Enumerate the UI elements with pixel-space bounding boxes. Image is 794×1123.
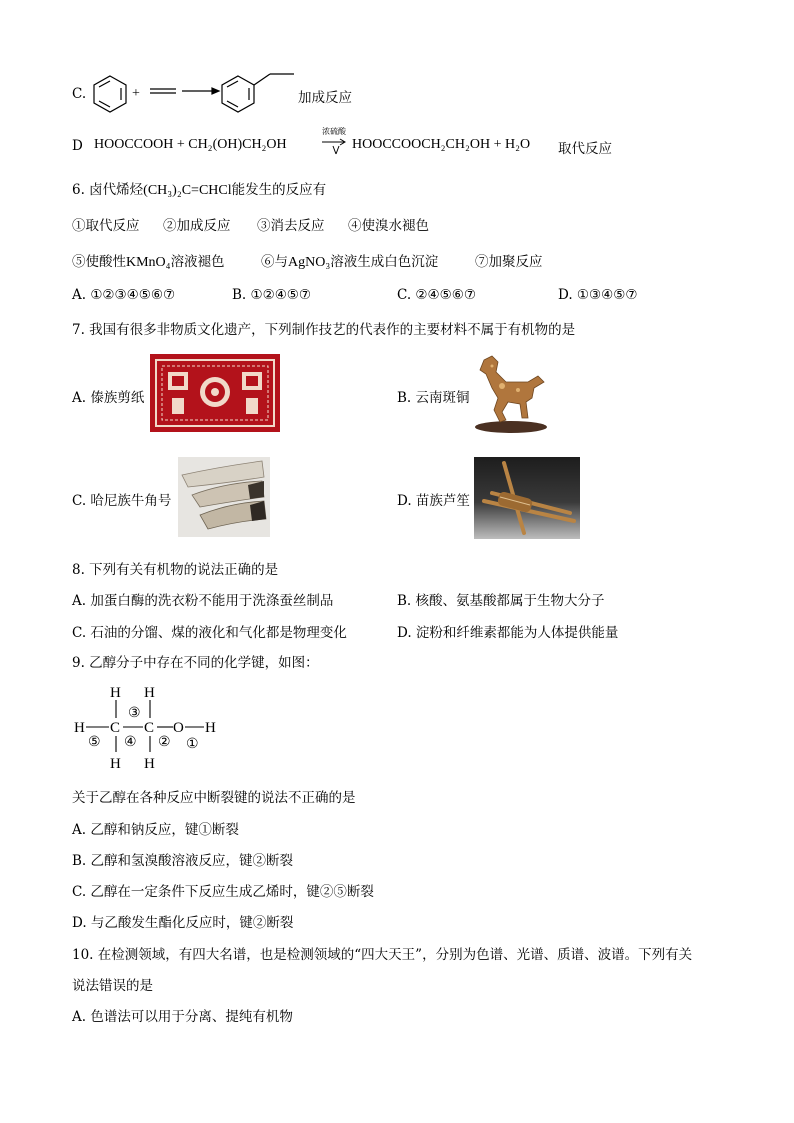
- q6-option-b[interactable]: B. ①②④⑤⑦: [232, 287, 312, 303]
- q6-stem: 6. 卤代烯烃(CH₃)₂C=CHCl能发生的反应有: [72, 182, 327, 198]
- q6-item: ④使溴水褪色: [348, 218, 429, 234]
- q7-option-b[interactable]: B. 云南斑铜: [397, 390, 470, 406]
- lusheng-image: [474, 457, 580, 539]
- atom-c: C: [144, 720, 155, 736]
- q5d-condition: 浓硫酸: [322, 127, 346, 136]
- paper-cut-image: [150, 354, 280, 432]
- atom-c: C: [110, 720, 121, 736]
- benzene-icon: [94, 76, 126, 112]
- reaction-arrow-icon: [182, 88, 219, 94]
- bond-label-2: ②: [158, 735, 171, 750]
- bond-label-1: ①: [186, 737, 199, 752]
- q9-option-c[interactable]: C. 乙醇在一定条件下反应生成乙烯时，键②⑤断裂: [72, 884, 374, 900]
- q8-option-a[interactable]: A. 加蛋白酶的洗衣粉不能用于洗涤蚕丝制品: [72, 593, 334, 609]
- q8-option-d[interactable]: D. 淀粉和纤维素都能为人体提供能量: [397, 625, 619, 641]
- q8-option-b[interactable]: B. 核酸、氨基酸都属于生物大分子: [397, 593, 605, 609]
- atom-h: H: [110, 685, 121, 701]
- q10-stem-line2: 说法错误的是: [72, 978, 153, 994]
- q6-item: ②加成反应: [163, 218, 231, 234]
- q7-option-c[interactable]: C. 哈尼族牛角号: [72, 493, 172, 509]
- q10-stem-line1: 10. 在检测领域，有四大名谱，也是检测领域的“四大天王”，分别为色谱、光谱、质谱、波谱。下列有关: [72, 947, 693, 963]
- atom-h: H: [74, 720, 85, 736]
- ethanol-structure-diagram: [72, 680, 232, 772]
- q6-item: ③消去反应: [257, 218, 325, 234]
- q6-option-a[interactable]: A. ①②③④⑤⑥⑦: [72, 287, 176, 303]
- q6-item: ⑥与AgNO₃溶液生成白色沉淀: [261, 254, 439, 270]
- q6-option-c[interactable]: C. ②④⑤⑥⑦: [397, 287, 476, 303]
- atom-h: H: [205, 720, 216, 736]
- q5d-arrow-icon: [320, 134, 350, 158]
- q5c-reaction-type: 加成反应: [298, 90, 352, 106]
- bond-label-3: ③: [128, 706, 141, 721]
- q9-stem: 9. 乙醇分子中存在不同的化学键，如图：: [72, 655, 319, 671]
- q7-option-a[interactable]: A. 傣族剪纸: [72, 390, 145, 406]
- q5d-label: D: [72, 138, 83, 154]
- q9-option-a[interactable]: A. 乙醇和钠反应，键①断裂: [72, 822, 239, 838]
- q5c-equation: [88, 64, 308, 120]
- atom-h: H: [144, 756, 155, 772]
- q6-item: ⑤使酸性KMnO₄溶液褪色: [72, 254, 225, 270]
- q6-item: ①取代反应: [72, 218, 140, 234]
- q9-sub-stem: 关于乙醇在各种反应中断裂键的说法不正确的是: [72, 790, 356, 806]
- q9-option-d[interactable]: D. 与乙酸发生酯化反应时，键②断裂: [72, 915, 294, 931]
- q5d-lhs: HOOCCOOH + CH₂(OH)CH₂OH: [94, 137, 287, 152]
- q6-item: ⑦加聚反应: [475, 254, 543, 270]
- q8-option-c[interactable]: C. 石油的分馏、煤的液化和气化都是物理变化: [72, 625, 347, 641]
- q7-option-d[interactable]: D. 苗族芦笙: [397, 493, 470, 509]
- ethylene-icon: [150, 89, 176, 93]
- atom-h: H: [110, 756, 121, 772]
- ox-horn-image: [178, 457, 270, 537]
- q5d-rhs: HOOCCOOCH₂CH₂OH + H₂O: [352, 137, 531, 152]
- q8-stem: 8. 下列有关有机物的说法正确的是: [72, 562, 279, 578]
- bond-label-4: ④: [124, 735, 137, 750]
- q6-option-d[interactable]: D. ①③④⑤⑦: [558, 287, 638, 303]
- q5c-label: C.: [72, 86, 87, 102]
- bond-label-5: ⑤: [88, 735, 101, 750]
- q10-option-a[interactable]: A. 色谱法可以用于分离、提纯有机物: [72, 1009, 293, 1025]
- plus-sign: +: [132, 86, 140, 101]
- atom-h: H: [144, 685, 155, 701]
- ethylbenzene-icon: [222, 74, 294, 112]
- q9-option-b[interactable]: B. 乙醇和氢溴酸溶液反应，键②断裂: [72, 853, 294, 869]
- atom-o: O: [173, 720, 184, 736]
- bronze-horse-image: [472, 352, 550, 434]
- q5d-reaction-type: 取代反应: [558, 141, 612, 157]
- q7-stem: 7. 我国有很多非物质文化遗产，下列制作技艺的代表作的主要材料不属于有机物的是: [72, 322, 576, 338]
